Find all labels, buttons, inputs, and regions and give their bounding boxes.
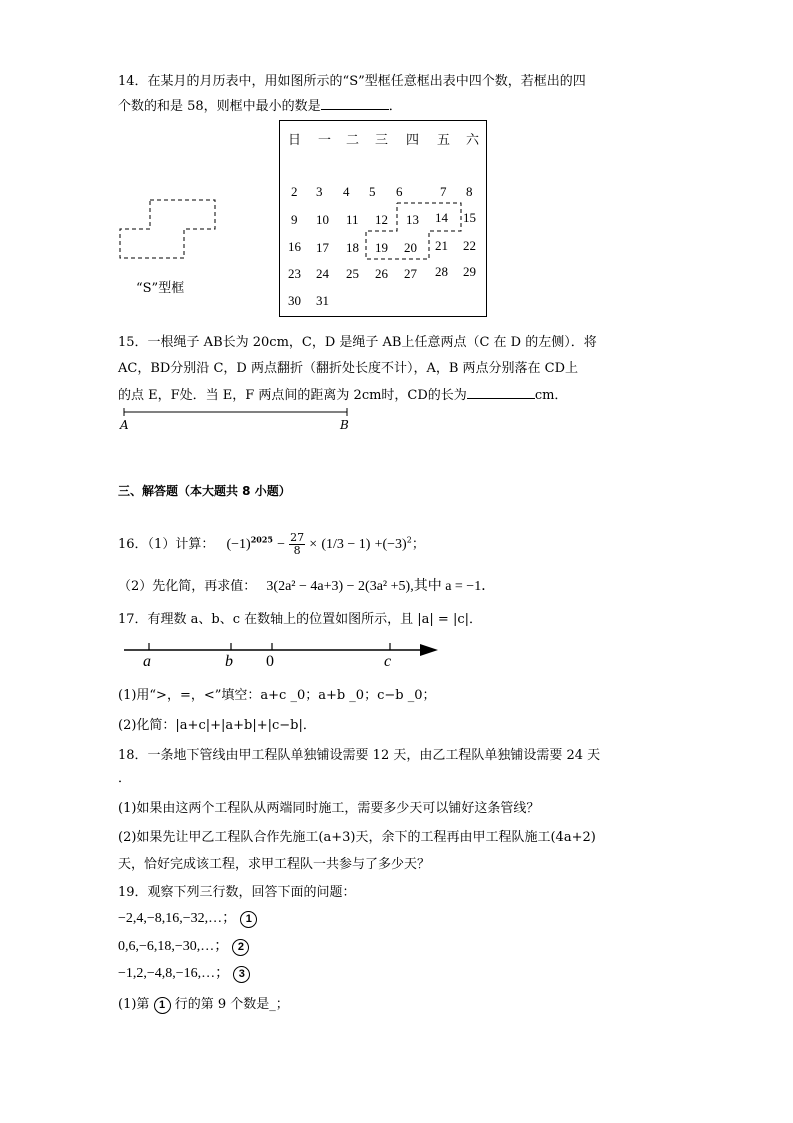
axis-label-b: b [225,653,233,670]
q18-part2b: 天，恰好完成该工程，求甲工程队一共参与了多少天？ [118,857,431,872]
calendar-weekday: 日 [288,132,302,147]
calendar-day: 4 [343,184,350,199]
calendar-day: 19 [375,240,388,255]
q16-frac-den: 8 [293,544,301,557]
circled-number-2: 2 [232,939,249,956]
circled-number-1: 1 [154,997,171,1014]
q18-part2a: (2)如果先让甲乙工程队合作先施工(a+3)天，余下的工程再由甲工程队施工(4a+2) [118,830,596,845]
q19-row1 [118,907,257,928]
calendar-day: 7 [440,184,447,199]
q15-line3 [118,384,567,403]
q14-line2 [118,95,402,114]
calendar-day: 26 [375,266,388,281]
calendar-day: 27 [404,266,417,281]
calendar-day: 2 [291,184,298,199]
q19-row2-text: 0,6,−6,18,−30,…； [118,939,229,954]
calendar-day: 17 [316,240,329,255]
q19-part1 [118,993,289,1014]
calendar-weekday: 四 [406,132,420,147]
q19-part1-b: 行的第 9 个数是_； [174,997,289,1012]
number-line [118,638,440,658]
calendar-day: 24 [316,266,329,281]
q18-line1-end: ． [118,771,132,786]
calendar-day: 5 [369,184,376,199]
q15-line1: 15．一根绳子 AB长为 20cm，C，D 是绳子 AB上任意两点（C 在 D 的左侧）．将 [118,335,597,350]
q14-end: ． [388,99,402,114]
calendar-day: 14 [435,210,448,225]
calendar-day: 10 [316,212,329,227]
q19-row1-text: −2,4,−8,16,−32,…； [118,911,237,926]
axis-label-c: c [384,653,392,670]
q15-answer-blank [467,386,535,399]
calendar-day: 21 [435,238,448,253]
rope-segment-ab [118,406,354,418]
calendar-day: 3 [316,184,323,199]
calendar-weekday: 六 [466,132,480,147]
q17-part2: (2)化简：|a+c|+|a+b|+|c−b|． [118,718,316,733]
calendar-day: 25 [346,266,359,281]
axis-label-a: a [143,653,151,670]
q16-part1-label: 16．（1）计算： [118,537,215,552]
q17-line1: 17．有理数 a、b、c 在数轴上的位置如图所示，且 |a| = |c|． [118,612,483,627]
calendar-day: 23 [288,266,301,281]
calendar-day: 13 [406,212,419,227]
q16-minus: − [277,537,286,552]
q16-part2-label: （2）先化简，再求值： [118,579,257,594]
calendar-day: 9 [291,212,298,227]
q16-part2-expr: 3(2a² − 4a+3) − 2(3a² +5),其中 a = −1． [266,579,496,594]
q16-square: 2 [406,535,412,545]
calendar-day: 29 [463,264,476,279]
calendar-day: 12 [375,212,388,227]
point-a-label: A [120,418,129,432]
q16-times: × [309,537,318,552]
q16-exponent: 2025 [250,534,273,545]
calendar-day: 15 [463,210,476,225]
circled-number-3: 3 [233,966,250,983]
calendar-day: 20 [404,240,417,255]
calendar-day: 6 [396,184,403,199]
calendar-day: 30 [288,293,301,308]
s-shape-frame-figure [118,198,218,260]
q19-row3 [118,962,250,983]
q18-part1: (1)如果由这两个工程队从两端同时施工，需要多少天可以铺好这条管线？ [118,801,540,816]
q19-line1: 19．观察下列三行数，回答下面的问题： [118,885,356,900]
q15-unit: cm． [534,388,568,403]
calendar-day: 28 [435,264,448,279]
q16-plus: +(−3) [374,537,407,552]
calendar-day: 31 [316,293,329,308]
section-heading: 三、解答题（本大题共 8 小题） [118,484,291,498]
calendar-day: 11 [346,212,359,227]
calendar-day: 16 [288,239,301,254]
q16-part2 [118,575,495,595]
q16-fraction [289,532,305,557]
q16-paren: (1/3 − 1) [321,537,371,552]
q17-part1: (1)用“>，=，<”填空：a+c _0；a+b _0；c−b _0； [118,688,436,703]
q16-frac-num: 27 [290,531,305,544]
calendar-weekday: 二 [346,132,360,147]
q16-part1 [118,532,425,557]
q19-row3-text: −1,2,−4,8,−16,…； [118,966,230,981]
q19-part1-a: (1)第 [118,997,150,1012]
q15-line2: AC，BD分别沿 C，D 两点翻折（翻折处长度不计），A，B 两点分别落在 CD上 [118,361,579,376]
calendar-day: 8 [466,184,473,199]
q16-end: ； [411,537,425,552]
calendar-weekday: 五 [437,132,451,147]
q14-line2-text: 个数的和是 58，则框中最小的数是 [118,99,321,114]
calendar-weekday: 三 [375,132,389,147]
calendar-weekday: 一 [318,132,332,147]
q14-answer-blank [321,97,389,110]
axis-label-zero: 0 [266,653,274,670]
calendar-table [279,120,487,317]
q14-line1: 14．在某月的月历表中，用如图所示的“S”型框任意框出表中四个数，若框出的四 [118,74,586,89]
calendar-s-frame [280,121,486,316]
calendar-day: 18 [346,240,359,255]
point-b-label: B [340,418,349,432]
q18-line1: 18．一条地下管线由甲工程队单独铺设需要 12 天，由乙工程队单独铺设需要 24 天 [118,748,601,763]
q19-row2 [118,935,249,956]
q15-line3-text: 的点 E，F处．当 E，F 两点间的距离为 2cm时，CD的长为 [118,388,467,403]
q16-expr-a: (−1) [226,537,251,552]
s-shape-label: “S”型框 [136,281,185,296]
calendar-day: 22 [463,238,476,253]
circled-number-1: 1 [240,911,257,928]
